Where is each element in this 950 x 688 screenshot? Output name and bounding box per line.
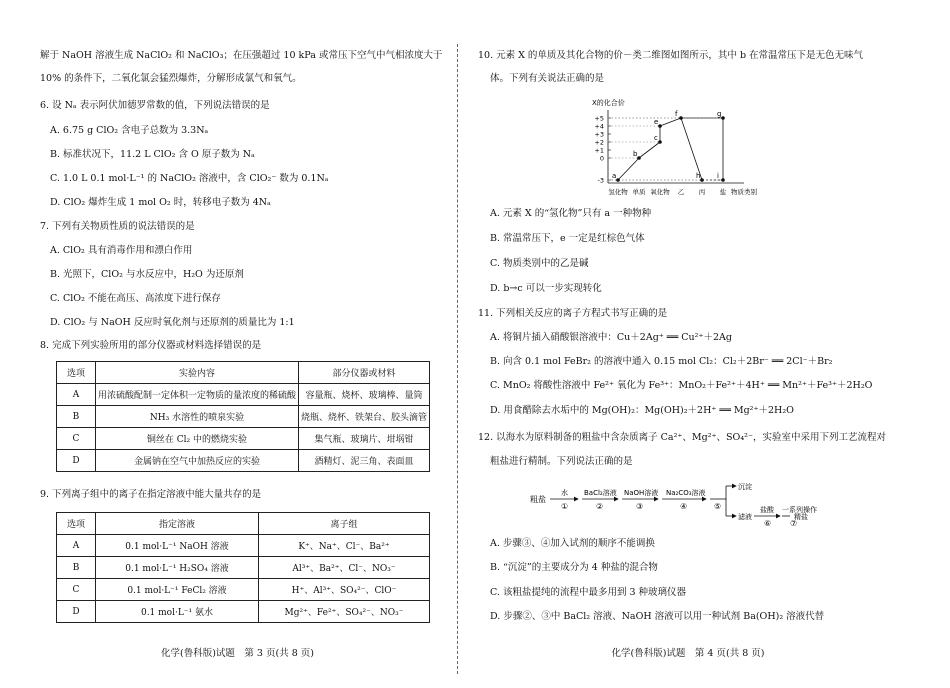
point-label-g: g: [717, 110, 722, 118]
point-g: [721, 116, 725, 120]
table-header: 实验内容: [95, 362, 298, 384]
table-cell: 用浓硫酸配制一定体积一定物质的量浓度的稀硫酸: [95, 384, 298, 406]
x-tick-label: 乙: [677, 188, 685, 196]
q10-option-b: B. 常温常压下，e 一定是红棕色气体: [490, 233, 645, 244]
q12-option-d: D. 步骤②、③中 BaCl₂ 溶液、NaOH 溶液可以用一种试剂 Ba(OH)₂ 溶液代替: [490, 611, 825, 622]
y-tick-label: +4: [594, 122, 604, 131]
q10-stem-line-1: 10. 元素 X 的单质及其化合物的价－类二维图如图所示，其中 b 在常温常压下是无色无味气: [478, 50, 864, 61]
table-row: [57, 450, 430, 472]
q9-stem: 9. 下列离子组中的离子在指定溶液中能大量共存的是: [40, 489, 262, 500]
flow-num-2: ②: [596, 502, 604, 511]
x-axis-label: 物质类别: [731, 188, 757, 196]
table-cell: C: [57, 579, 96, 601]
table-cell: NH₃ 水溶性的喷泉实验: [95, 406, 298, 428]
q11-option-a: A. 将铜片插入硝酸银溶液中：Cu＋2Ag⁺ ══ Cu²⁺＋2Ag: [490, 332, 732, 343]
x-tick-label: 盐: [719, 188, 727, 196]
table-cell: 金属钠在空气中加热反应的实验: [95, 450, 298, 472]
table-header: 指定溶液: [96, 513, 259, 535]
y-axis-label: X的化合价: [592, 99, 625, 107]
point-c: [658, 140, 662, 144]
point-e: [658, 124, 662, 128]
q12-option-a: A. 步骤③、④加入试剂的顺序不能调换: [490, 538, 655, 549]
flow-filtrate: 滤液: [738, 513, 752, 521]
q8-table: [56, 361, 430, 472]
table-cell: 0.1 mol·L⁻¹ NaOH 溶液: [96, 535, 259, 557]
y-tick-label: +2: [594, 138, 604, 147]
point-label-e: e: [654, 118, 659, 126]
table-cell: 烧瓶、烧杯、铁架台、胶头滴管: [298, 406, 429, 428]
flow-ops: 一系列操作: [782, 506, 817, 514]
point-b: [637, 156, 641, 160]
point-i: [721, 178, 725, 182]
table-header: 部分仪器或材料: [298, 362, 429, 384]
q12-stem-line-2: 粗盐进行精制。下列说法正确的是: [490, 456, 633, 467]
table-cell: B: [57, 557, 96, 579]
q6-option-a: A. 6.75 g ClO₂ 含电子总数为 3.3Nₐ: [50, 125, 209, 136]
q7-stem: 7. 下列有关物质性质的说法错误的是: [40, 221, 195, 232]
q7-option-d: D. ClO₂ 与 NaOH 反应时氧化剂与还原剂的质量比为 1:1: [50, 317, 295, 328]
table-cell: 铜丝在 Cl₂ 中的燃烧实验: [95, 428, 298, 450]
table-cell: B: [57, 406, 96, 428]
flow-step-water: 水: [561, 489, 568, 497]
x-tick-label: 氢化物: [608, 188, 628, 196]
intro-line-2: 10% 的条件下，二氧化氯会猛烈爆炸，分解形成氯气和氧气。: [40, 73, 302, 84]
chart-points: [612, 110, 725, 182]
x-tick-label: 氧化物: [650, 188, 670, 196]
table-cell: Mg²⁺、Fe²⁺、SO₄²⁻、NO₃⁻: [259, 601, 430, 623]
table-row: [57, 535, 430, 557]
q10-option-d: D. b→c 可以一步实现转化: [490, 283, 602, 294]
table-row: [57, 557, 430, 579]
table-cell: A: [57, 384, 96, 406]
table-cell: C: [57, 428, 96, 450]
point-label-f: f: [675, 110, 678, 118]
page-footer-left: 化学(鲁科版)试题 第 3 页(共 8 页): [161, 648, 314, 659]
line-e-f: [660, 118, 681, 126]
flow-num-7: ⑦: [790, 519, 798, 528]
flow-num-3: ③: [636, 502, 644, 511]
table-row: [57, 384, 430, 406]
q7-option-b: B. 光照下，ClO₂ 与水反应中，H₂O 为还原剂: [50, 269, 244, 280]
flow-step-bacl2: BaCl₂溶液: [584, 489, 617, 497]
flow-product: 精盐: [794, 513, 808, 521]
table-cell: H⁺、Al³⁺、SO₄²⁻、ClO⁻: [259, 579, 430, 601]
line-f-h: [681, 118, 702, 180]
point-label-h: h: [696, 172, 701, 180]
flow-num-1: ①: [561, 502, 569, 511]
q8-stem: 8. 完成下列实验所用的部分仪器或材料选择错误的是: [40, 340, 262, 351]
table-row: [57, 428, 430, 450]
table-header-row: [57, 513, 430, 535]
table-cell: A: [57, 535, 96, 557]
q7-option-a: A. ClO₂ 具有消毒作用和漂白作用: [50, 245, 193, 256]
flow-step-na2co3: Na₂CO₃溶液: [666, 489, 706, 497]
table-cell: K⁺、Na⁺、Cl⁻、Ba²⁺: [259, 535, 430, 557]
point-label-c: c: [654, 134, 658, 142]
q10-option-a: A. 元素 X 的“氢化物”只有 a 一种物种: [490, 208, 652, 219]
flow-step-naoh: NaOH溶液: [624, 489, 659, 497]
intro-line-1: 解于 NaOH 溶液生成 NaClO₂ 和 NaClO₃；在压强超过 10 kPa 或常压下空气中气相浓度大于: [40, 50, 443, 61]
y-tick-label: +1: [594, 146, 604, 155]
column-divider: [457, 44, 458, 674]
valence-class-chart: [568, 96, 788, 200]
table-row: [57, 406, 430, 428]
table-header: 选项: [57, 362, 96, 384]
q9-table: [56, 512, 430, 623]
point-f: [679, 116, 683, 120]
q11-option-d: D. 用食醋除去水垢中的 Mg(OH)₂：Mg(OH)₂＋2H⁺ ══ Mg²⁺＋2H₂O: [490, 405, 794, 416]
table-header: 选项: [57, 513, 96, 535]
line-a-b: [618, 158, 639, 180]
page-footer-right: 化学(鲁科版)试题 第 4 页(共 8 页): [611, 648, 765, 659]
table-cell: 容量瓶、烧杯、玻璃棒、量筒: [298, 384, 429, 406]
table-row: [57, 601, 430, 623]
q12-option-c: C. 该粗盐提纯的流程中最多用到 3 种玻璃仪器: [490, 587, 687, 598]
table-row: [57, 579, 430, 601]
q11-option-c: C. MnO₂ 将酸性溶液中 Fe²⁺ 氧化为 Fe³⁺：MnO₂＋Fe²⁺＋4H⁺ ══ Mn²⁺＋Fe³⁺＋2H₂O: [490, 380, 873, 391]
table-cell: 0.1 mol·L⁻¹ 氨水: [96, 601, 259, 623]
table-header: 离子组: [259, 513, 430, 535]
table-header-row: [57, 362, 430, 384]
table-cell: 集气瓶、玻璃片、坩埚钳: [298, 428, 429, 450]
flow-num-4: ④: [680, 502, 688, 511]
table-cell: Al³⁺、Ba²⁺、Cl⁻、NO₃⁻: [259, 557, 430, 579]
point-label-b: b: [633, 150, 638, 158]
line-b-c: [639, 142, 660, 158]
y-tick-label: +5: [594, 114, 604, 123]
q10-stem-line-2: 体。下列有关说法正确的是: [490, 73, 605, 84]
flow-num-6: ⑥: [764, 519, 772, 528]
q11-option-b: B. 向含 0.1 mol FeBr₂ 的溶液中通入 0.15 mol Cl₂：Cl₂＋2Br⁻ ══ 2Cl⁻＋Br₂: [490, 356, 833, 367]
flow-precipitate: 沉淀: [738, 483, 752, 491]
q6-stem: 6. 设 Nₐ 表示阿伏加德罗常数的值，下列说法错误的是: [40, 100, 270, 111]
q12-option-b: B. “沉淀”的主要成分为 4 种盐的混合物: [490, 562, 658, 573]
table-cell: 酒精灯、泥三角、表面皿: [298, 450, 429, 472]
purification-flow-diagram: [528, 478, 818, 528]
q6-option-d: D. ClO₂ 爆炸生成 1 mol O₂ 时，转移电子数为 4Nₐ: [50, 197, 271, 208]
q7-option-c: C. ClO₂ 不能在高压、高浓度下进行保存: [50, 293, 221, 304]
q10-option-c: C. 物质类别中的乙是碱: [490, 258, 589, 269]
x-tick-label: 丙: [698, 188, 706, 196]
x-tick-label: 单质: [632, 188, 646, 196]
q12-stem-line-1: 12. 以海水为原料制备的粗盐中含杂质离子 Ca²⁺、Mg²⁺、SO₄²⁻，实验室中采用下列工艺流程对: [478, 432, 886, 443]
table-cell: 0.1 mol·L⁻¹ H₂SO₄ 溶液: [96, 557, 259, 579]
q11-stem: 11. 下列相关反应的离子方程式书写正确的是: [478, 308, 668, 319]
y-tick-label: -3: [597, 176, 604, 185]
flow-start: 粗盐: [530, 495, 546, 504]
q6-option-b: B. 标准状况下，11.2 L ClO₂ 含 O 原子数为 Nₐ: [50, 149, 255, 160]
point-a: [616, 178, 620, 182]
table-cell: D: [57, 450, 96, 472]
point-label-a: a: [612, 172, 617, 180]
q6-option-c: C. 1.0 L 0.1 mol·L⁻¹ 的 NaClO₂ 溶液中，含 ClO₂⁻ 数为 0.1Nₐ: [50, 173, 329, 184]
chart-ticks: [594, 115, 757, 197]
table-cell: 0.1 mol·L⁻¹ FeCl₂ 溶液: [96, 579, 259, 601]
flow-num-5: ⑤: [714, 502, 722, 511]
table-cell: D: [57, 601, 96, 623]
flow-acid: 盐酸: [760, 506, 774, 514]
point-h: [700, 178, 704, 182]
y-tick-label: +3: [594, 130, 604, 139]
chart-lines: [608, 118, 723, 180]
y-tick-label: 0: [599, 154, 604, 163]
point-label-i: i: [717, 172, 719, 180]
